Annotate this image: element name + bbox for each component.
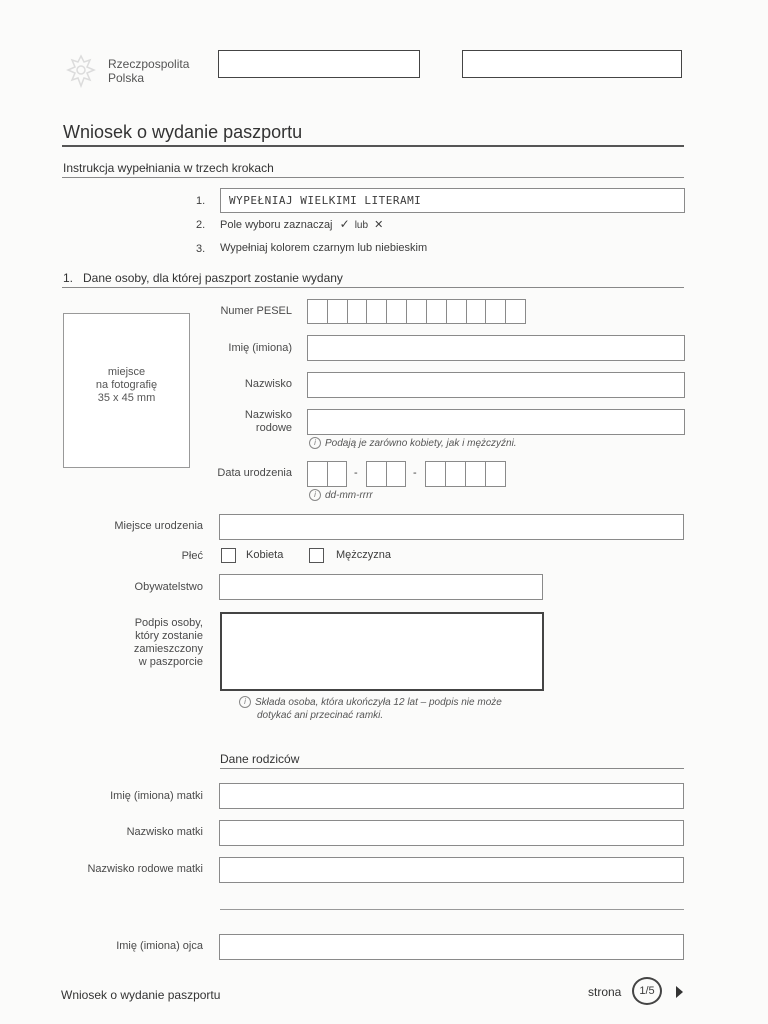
check-mark-icon: ✓	[339, 217, 350, 231]
maiden-name-input[interactable]	[307, 409, 685, 435]
signature-hint-line-1: Składa osoba, która ukończyła 12 lat – podpis nie może	[255, 697, 502, 708]
info-icon: i	[309, 489, 321, 501]
step-1-example-box	[220, 188, 685, 213]
first-name-label: Imię (imiona)	[228, 342, 292, 354]
step-1-number: 1.	[196, 195, 206, 207]
mother-maiden-name-input[interactable]	[219, 857, 684, 883]
maiden-label-line-2: rodowe	[255, 422, 292, 434]
father-first-name-label: Imię (imiona) ojca	[116, 940, 203, 952]
step-2-or: lub	[354, 220, 369, 231]
sex-male-checkbox[interactable]	[309, 548, 324, 563]
step-2-number: 2.	[196, 219, 206, 231]
citizenship-input[interactable]	[219, 574, 543, 600]
instructions-rule	[62, 177, 684, 178]
sex-female-label: Kobieta	[246, 549, 284, 561]
step-3-number: 3.	[196, 243, 206, 255]
photo-line-3: 35 x 45 mm	[97, 392, 156, 404]
dob-separator-1: -	[354, 467, 358, 479]
page-word: strona	[588, 985, 622, 999]
section-1-heading: 1. Dane osoby, dla której paszport zostanie wydany	[63, 271, 343, 285]
section-1-rule	[62, 287, 684, 288]
page-number-badge	[632, 977, 662, 1005]
maiden-label-line-1: Nazwisko	[244, 409, 292, 421]
signature-hint	[239, 696, 502, 722]
info-icon: i	[309, 437, 321, 449]
photo-box	[63, 313, 190, 468]
signature-label	[134, 617, 203, 669]
mother-first-name-input[interactable]	[219, 783, 684, 809]
maiden-name-hint	[309, 437, 517, 450]
signature-box[interactable]	[220, 612, 544, 691]
maiden-name-label	[245, 409, 292, 435]
dob-year-input[interactable]	[425, 461, 506, 487]
surname-input[interactable]	[307, 372, 685, 398]
next-page-arrow-icon[interactable]	[676, 986, 683, 998]
application-number-box[interactable]	[462, 50, 682, 78]
sex-female-checkbox[interactable]	[221, 548, 236, 563]
step-2	[220, 217, 383, 231]
parents-rule	[220, 768, 684, 769]
signature-label-line-2: który zostanie	[135, 630, 203, 642]
birthplace-label: Miejsce urodzenia	[114, 520, 203, 532]
step-3-text: Wypełniaj kolorem czarnym lub niebieskim	[220, 242, 428, 254]
signature-label-line-1: Podpis osoby,	[134, 617, 203, 629]
country-name	[108, 57, 189, 85]
first-name-input[interactable]	[307, 335, 685, 361]
father-first-name-input[interactable]	[219, 934, 684, 960]
mother-maiden-name-label: Nazwisko rodowe matki	[87, 863, 203, 875]
mother-first-name-label: Imię (imiona) matki	[110, 790, 203, 802]
photo-line-1: miejsce	[107, 366, 146, 378]
mother-surname-input[interactable]	[219, 820, 684, 846]
info-icon: i	[239, 696, 251, 708]
signature-hint-line-2: dotykać ani przecinać ramki.	[257, 710, 384, 721]
dob-separator-2: -	[413, 467, 417, 479]
signature-label-line-3: zamieszczony	[133, 643, 203, 655]
sex-male-label: Mężczyzna	[336, 549, 392, 561]
dob-day-input[interactable]	[307, 461, 347, 487]
cross-mark-icon: ✕	[374, 219, 384, 231]
pesel-label: Numer PESEL	[220, 305, 292, 317]
title-rule	[62, 145, 684, 147]
pesel-input[interactable]	[307, 299, 526, 324]
page-number: 1/5	[639, 985, 655, 997]
signature-label-line-4: w paszporcie	[138, 656, 203, 668]
dob-month-input[interactable]	[366, 461, 406, 487]
footer-title: Wniosek o wydanie paszportu	[61, 988, 221, 1002]
photo-line-2: na fotografię	[95, 379, 158, 391]
parents-heading: Dane rodziców	[220, 752, 300, 766]
page-title: Wniosek o wydanie paszportu	[63, 122, 303, 142]
maiden-hint-text: Podają je zarówno kobiety, jak i mężczyźni.	[325, 438, 517, 449]
country-line-1: Rzeczpospolita	[108, 57, 190, 71]
step-1-text: WYPEŁNIAJ WIELKIMI LITERAMI	[229, 194, 422, 207]
mother-surname-label: Nazwisko matki	[126, 826, 203, 838]
step-2-text: Pole wyboru zaznaczaj	[220, 219, 333, 231]
dob-hint	[309, 489, 373, 502]
citizenship-label: Obywatelstwo	[134, 581, 203, 593]
instructions-heading: Instrukcja wypełniania w trzech krokach	[63, 161, 274, 175]
country-line-2: Polska	[108, 71, 145, 85]
parents-divider	[220, 909, 684, 910]
dob-hint-text: dd-mm-rrrr	[325, 490, 373, 501]
sex-label: Płeć	[181, 550, 203, 562]
surname-label: Nazwisko	[244, 378, 292, 390]
dob-label: Data urodzenia	[217, 467, 292, 479]
emblem-icon	[62, 52, 100, 90]
birthplace-input[interactable]	[219, 514, 684, 540]
office-stamp-box[interactable]	[218, 50, 420, 78]
